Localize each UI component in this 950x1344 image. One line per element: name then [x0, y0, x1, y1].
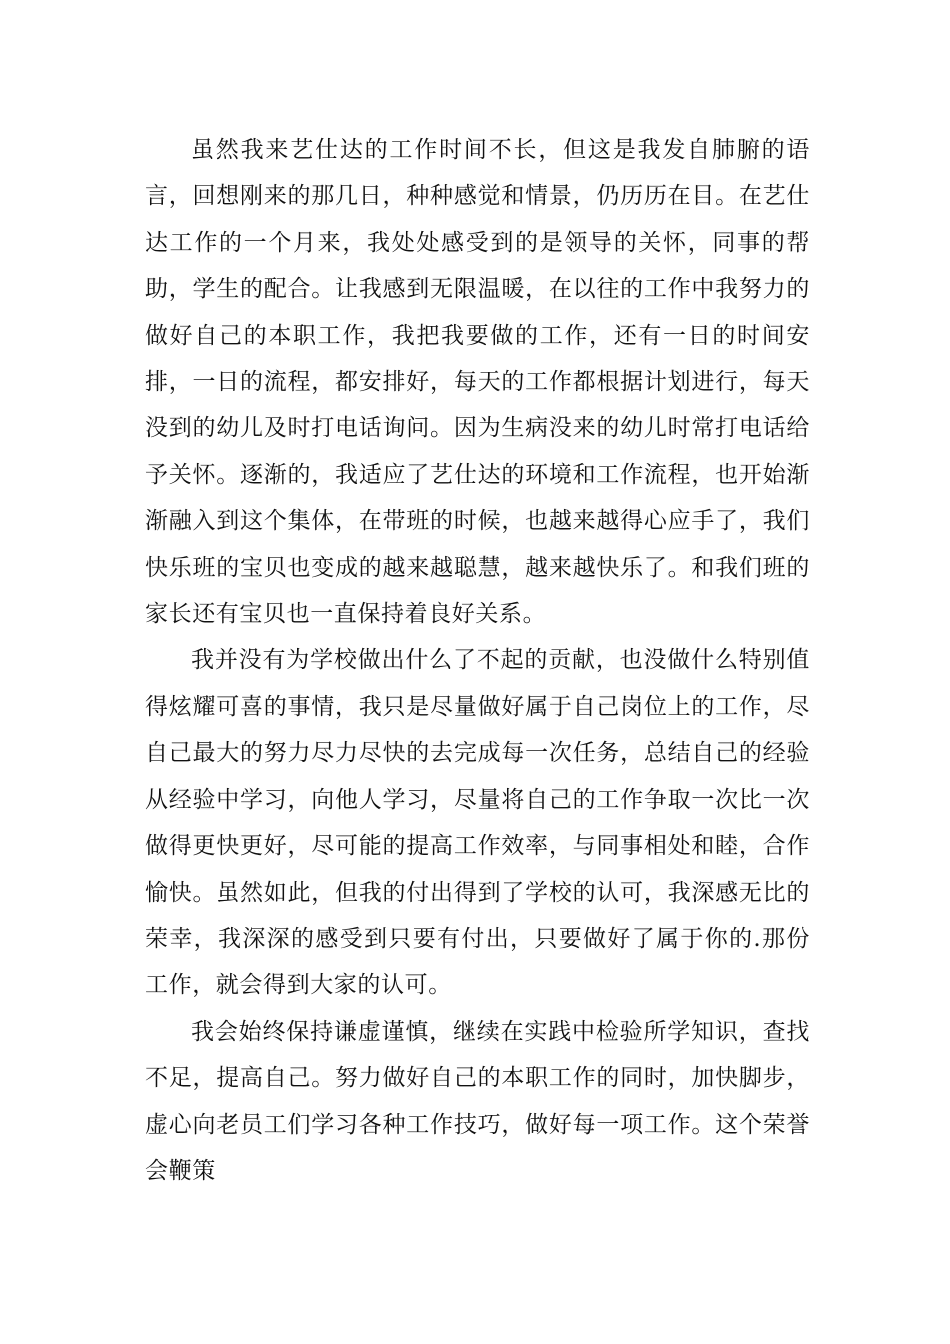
paragraph-1: 虽然我来艺仕达的工作时间不长，但这是我发自肺腑的语言，回想刚来的那几日，种种感觉和情景，仍历历在目。在艺仕达工作的一个月来，我处处感受到的是领导的关怀，同事的帮助，学生的配合。让我感到无限温暖，在以往的工作中我努力的做好自己的本职工作，我把我要做的工作，还有一日的时间安排，一日的流程，都安排好，每天的工作都根据计划进行，每天没到的幼儿及时打电话询问。因为生病没来的幼儿时常打电话给予关怀。逐渐的，我适应了艺仕达的环境和工作流程，也开始渐渐融入到这个集体，在带班的时候，也越来越得心应手了，我们快乐班的宝贝也变成的越来越聪慧，越来越快乐了。和我们班的家长还有宝贝也一直保持着良好关系。: [145, 137, 810, 628]
document-body: [145, 127, 810, 1194]
paragraph-2: 我并没有为学校做出什么了不起的贡献，也没做什么特别值得炫耀可喜的事情，我只是尽量做好属于自己岗位上的工作，尽自己最大的努力尽力尽快的去完成每一次任务，总结自己的经验从经验中学习，向他人学习，尽量将自己的工作争取一次比一次做得更快更好，尽可能的提高工作效率，与同事相处和睦，合作愉快。虽然如此，但我的付出得到了学校的认可，我深感无比的荣幸，我深深的感受到只要有付出，只要做好了属于你的.那份工作，就会得到大家的认可。: [145, 647, 810, 999]
paragraph-3: 我会始终保持谦虚谨慎，继续在实践中检验所学知识，查找不足，提高自己。努力做好自己的本职工作的同时，加快脚步，虚心向老员工们学习各种工作技巧，做好每一项工作。这个荣誉会鞭策: [145, 1018, 810, 1184]
